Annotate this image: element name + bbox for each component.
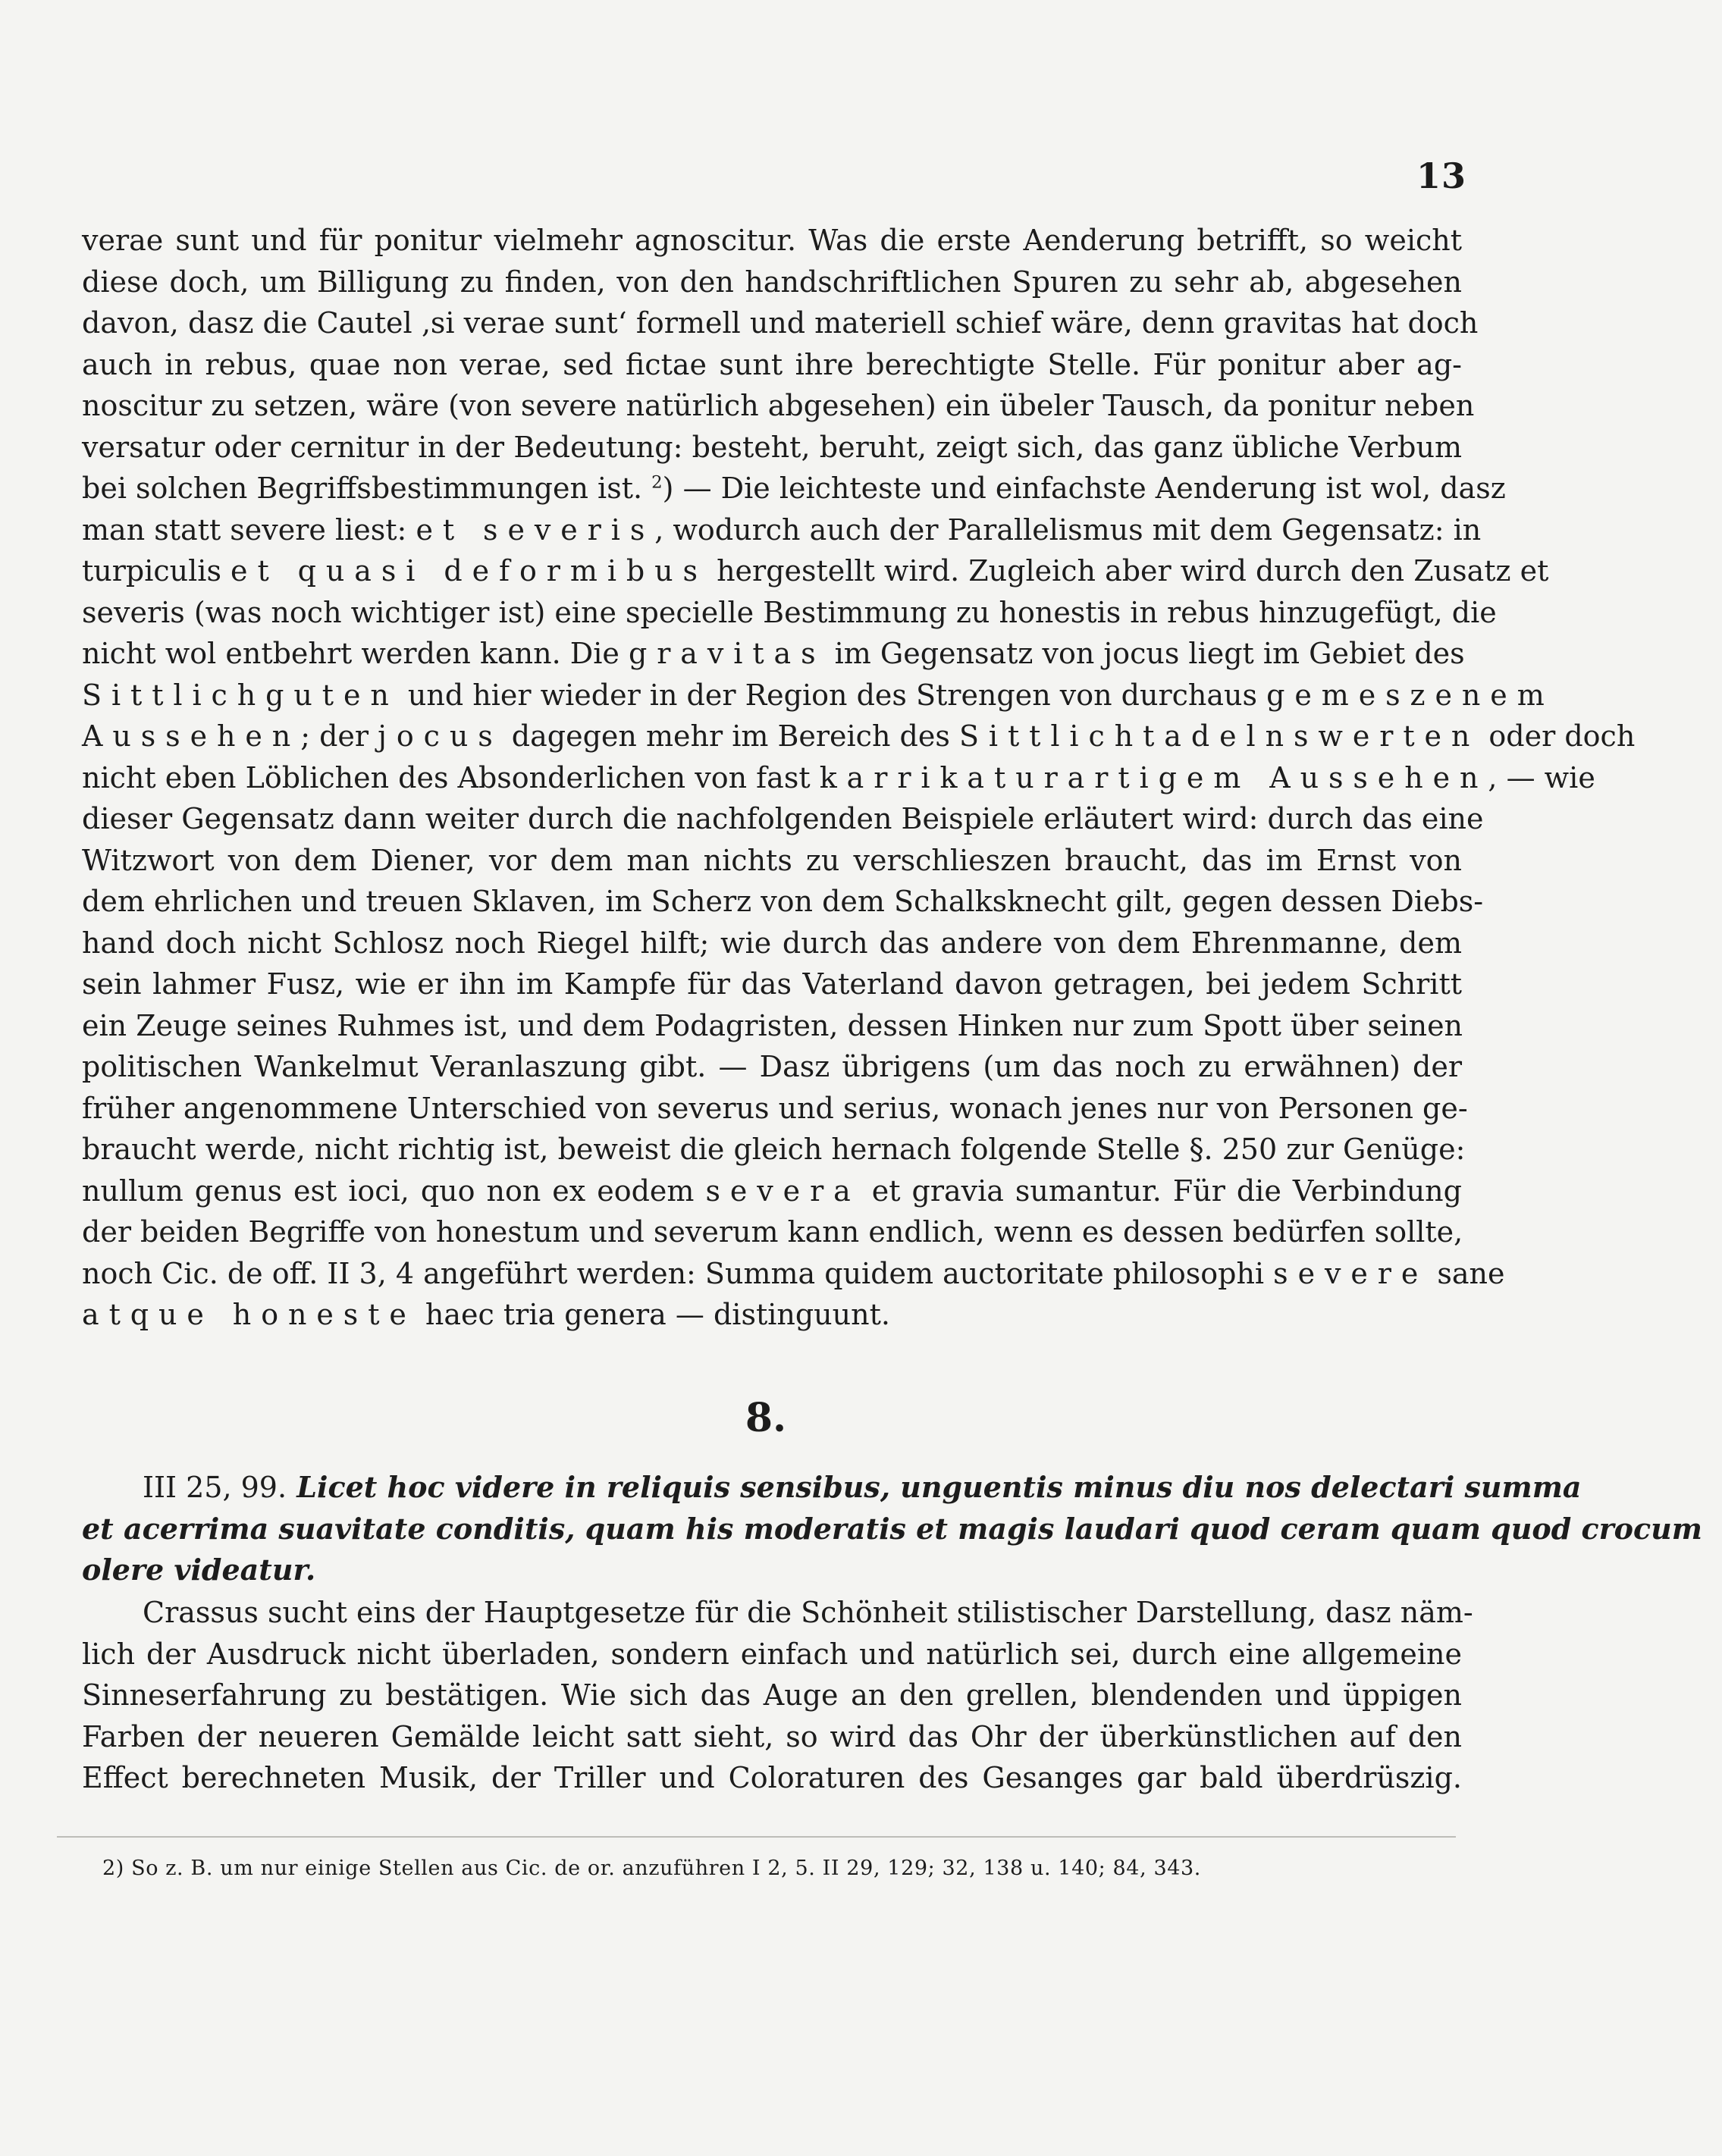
spaced-text: Aussehen xyxy=(82,719,301,753)
text-run: man statt severe liest: xyxy=(82,512,407,547)
footnote: 2) So z. B. um nur einige Stellen aus Cic. de or. anzuführen I 2, 5. II 29, 129; 32, 138 u. 140; 84, 343. xyxy=(102,1857,1201,1880)
text-line: hand doch nicht Schlosz noch Riegel hilft; wie durch das andere von dem Ehrenmanne, dem xyxy=(82,926,1462,960)
text-run: oder doch xyxy=(1488,719,1636,753)
text-line xyxy=(82,1294,1462,1336)
text-line xyxy=(82,716,1636,757)
text-line: Farben der neueren Gemälde leicht satt sieht, so wird das Ohr der überkünstlichen auf den xyxy=(82,1719,1462,1753)
quote-line: et acerrima suavitate conditis, quam his moderatis et magis laudari quod ceram quam quod crocum xyxy=(82,1511,1702,1546)
text-run: im Gegensatz von jocus liegt im Gebiet des xyxy=(834,637,1465,670)
text-run: dagegen mehr im Bereich des xyxy=(511,719,950,753)
quote-reference: III 25, 99. xyxy=(143,1471,287,1504)
text-line: noscitur zu setzen, wäre (von severe natürlich abgesehen) ein übeler Tausch, da ponitur neben xyxy=(82,389,1475,422)
footnote-ref: 2 xyxy=(651,472,663,493)
spaced-text: karrikaturartigem Aussehen xyxy=(819,760,1488,794)
text-run: , wodurch auch der Parallelismus mit dem Gegensatz: in xyxy=(654,512,1482,547)
text-run: hergestellt wird. Zugleich aber wird durch den Zusatz et xyxy=(717,554,1549,588)
text-run: und hier wieder in der Region des Strengen von durchaus xyxy=(407,678,1258,712)
spaced-text: et severis xyxy=(416,512,655,547)
text-line: severis (was noch wichtiger ist) eine specielle Bestimmung zu honestis in rebus hinzugefügt, die xyxy=(82,595,1497,629)
section-number: 8. xyxy=(745,1395,787,1441)
text-line: früher angenommene Unterschied von severus und serius, wonach jenes nur von Personen ge- xyxy=(82,1091,1468,1125)
text-line xyxy=(82,633,1465,675)
text-line: braucht werde, nicht richtig ist, beweist die gleich hernach folgende Stelle §. 250 zur Genüge: xyxy=(82,1133,1466,1166)
page-number: 13 xyxy=(1416,155,1467,196)
text-line: ein Zeuge seines Ruhmes ist, und dem Podagristen, dessen Hinken nur zum Spott über seinen xyxy=(82,1008,1463,1042)
text-line: lich der Ausdruck nicht überladen, sondern einfach und natürlich sei, durch eine allgemeine xyxy=(82,1637,1462,1671)
text-run: sane xyxy=(1437,1256,1505,1290)
text-run: haec tria genera — distinguunt. xyxy=(425,1298,890,1331)
text-line: davon, dasz die Cautel ‚si verae sunt‘ formell und materiell schief wäre, denn gravitas hat doch xyxy=(82,306,1479,340)
text-line: verae sunt und für ponitur vielmehr agnoscitur. Was die erste Aenderung betrifft, so weicht xyxy=(82,224,1462,257)
text-line: Crassus sucht eins der Hauptgesetze für die Schönheit stilistischer Darstellung, dasz näm- xyxy=(143,1596,1473,1629)
text-run: turpiculis xyxy=(82,554,221,588)
text-run: noch Cic. de off. II 3, 4 angeführt werden: Summa quidem auctoritate philosophi xyxy=(82,1256,1265,1290)
text-run: bei solchen Begriffsbestimmungen ist. xyxy=(82,472,643,505)
spaced-text: gemeszenem xyxy=(1266,678,1554,712)
text-run: et gravia sumantur. Für die Verbindung xyxy=(871,1174,1462,1208)
text-run: , — wie xyxy=(1488,760,1595,794)
quote-line xyxy=(82,1467,1582,1509)
text-line xyxy=(82,757,1595,799)
text-line: dem ehrlichen und treuen Sklaven, im Scherz von dem Schalksknecht gilt, gegen dessen Diebs- xyxy=(82,885,1484,918)
text-line: sein lahmer Fusz, wie er ihn im Kampfe für das Vaterland davon getragen, bei jedem Schritt xyxy=(82,967,1462,1001)
spaced-text: jocus xyxy=(378,719,503,753)
text-line: dieser Gegensatz dann weiter durch die nachfolgenden Beispiele erläutert wird: durch das eine xyxy=(82,802,1484,835)
paragraph-1 xyxy=(82,220,1636,1336)
text-run: nullum genus est ioci, quo non ex eodem xyxy=(82,1174,695,1208)
text-line: diese doch, um Billigung zu finden, von den handschriftlichen Spuren zu sehr ab, abgesehen xyxy=(82,265,1462,299)
spaced-text: et quasi deformibus xyxy=(231,554,707,588)
text-line: politischen Wankelmut Veranlaszung gibt. — Dasz übrigens (um das noch zu erwähnen) der xyxy=(82,1050,1462,1083)
text-line: Sinneserfahrung zu bestätigen. Wie sich das Auge an den grellen, blendenden und üppigen xyxy=(82,1678,1462,1712)
spaced-text: severa xyxy=(705,1174,861,1208)
text-line: auch in rebus, quae non verae, sed fictae sunt ihre berechtigte Stelle. Für ponitur aber ag- xyxy=(82,347,1462,381)
text-line: versatur oder cernitur in der Bedeutung: besteht, beruht, zeigt sich, das ganz übliche Verbum xyxy=(82,430,1462,464)
spaced-text: atque honeste xyxy=(82,1298,416,1331)
text-line xyxy=(82,1170,1462,1212)
text-line: Effect berechneten Musik, der Triller und Coloraturen des Gesanges gar bald überdrüszig. xyxy=(82,1761,1462,1794)
text-line: der beiden Begriffe von honestum und severum kann endlich, wenn es dessen bedürfen sollte, xyxy=(82,1215,1463,1249)
footnote-divider xyxy=(57,1836,1456,1838)
text-line xyxy=(82,468,1506,509)
text-run: ; der xyxy=(300,719,369,753)
text-run: ) — Die leichteste und einfachste Aenderung ist wol, dasz xyxy=(662,472,1506,505)
text-line: Witzwort von dem Diener, vor dem man nichts zu verschlieszen braucht, das im Ernst von xyxy=(82,843,1462,877)
text-run: Licet hoc videre in reliquis sensibus, unguentis minus diu nos delectari summa xyxy=(296,1470,1582,1504)
text-run: nicht eben Löblichen des Absonderlichen von fast xyxy=(82,760,811,794)
spaced-text: Sittlichguten xyxy=(82,678,399,712)
quote-line: olere videatur. xyxy=(82,1553,316,1587)
spaced-text: severe xyxy=(1273,1256,1429,1290)
spaced-text: Sittlichtadelnswerten xyxy=(958,719,1480,753)
text-line xyxy=(82,1253,1505,1295)
spaced-text: gravitas xyxy=(628,637,826,670)
latin-quotation xyxy=(82,1467,1702,1591)
text-line xyxy=(82,675,1554,716)
text-line xyxy=(82,550,1549,592)
paragraph-2 xyxy=(82,1592,1473,1799)
text-run: nicht wol entbehrt werden kann. Die xyxy=(82,637,619,670)
text-line xyxy=(82,509,1482,551)
